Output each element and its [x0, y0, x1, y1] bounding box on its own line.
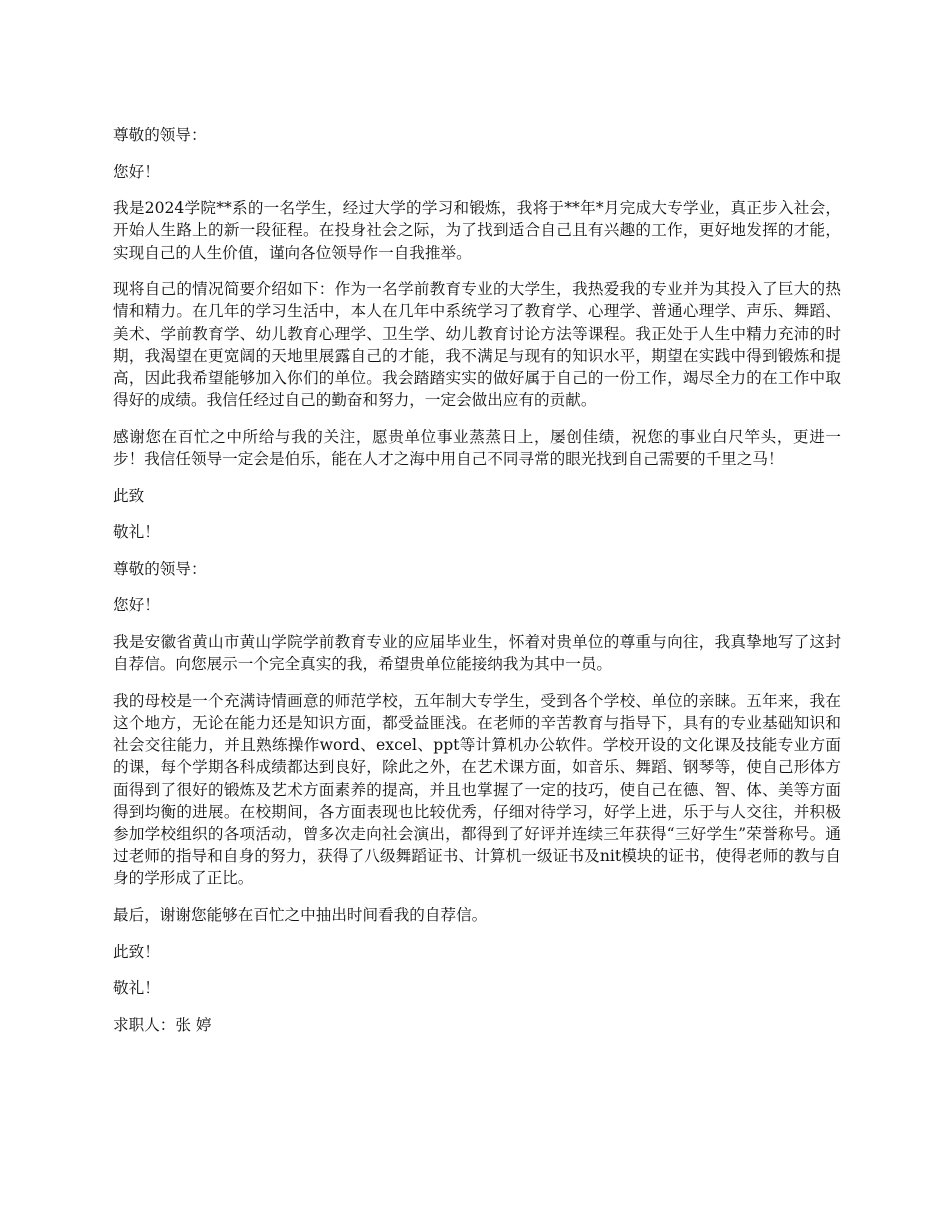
closing-line: 敬礼！ [113, 523, 160, 542]
paragraph: 我是安徽省黄山市黄山学院学前教育专业的应届毕业生，怀着对贵单位的尊重与向往，我真挚地写了这封自荐信。向您展示一个完全真实的我，希望贵单位能接纳我为其中一员。 [113, 632, 841, 674]
letter-1 [113, 124, 841, 543]
closing-line: 此致 [113, 486, 145, 505]
signature: 求职人：张 婷 [113, 1015, 212, 1034]
salutation: 尊敬的领导： [113, 559, 207, 578]
letter-2 [113, 558, 841, 1036]
closing-line: 此致！ [113, 942, 160, 961]
greeting: 您好！ [113, 596, 160, 615]
paragraph: 现将自己的情况简要介绍如下：作为一名学前教育专业的大学生，我热爱我的专业并为其投入了巨大的热情和精力。在几年的学习生活中，本人在几年中系统学习了教育学、心理学、普通心理学、声乐、舞蹈、美术、学前教育学、幼儿教育心理学、卫生学、幼儿教育讨论方法等课程。我正处于人生中精力充沛的时期，我渴望在更宽阔的天地里展露自己的才能，我不满足与现有的知识水平，期望在实践中得到锻炼和提高，因此我希望能够加入你们的单位。我会踏踏实实的做好属于自己的一份工作，竭尽全力的在工作中取得好的成绩。我信任经过自己的勤奋和努力，一定会做出应有的贡献。 [113, 280, 841, 410]
paragraph: 最后，谢谢您能够在百忙之中抽出时间看我的自荐信。 [113, 905, 488, 924]
salutation: 尊敬的领导： [113, 126, 207, 144]
closing-line: 敬礼！ [113, 979, 160, 998]
paragraph: 感谢您在百忙之中所给与我的关注，愿贵单位事业蒸蒸日上，屡创佳绩，祝您的事业白尺竿头，更进一步！我信任领导一定会是伯乐，能在人才之海中用自己不同寻常的眼光找到自己需要的千里之马！ [113, 427, 841, 468]
document-body [113, 124, 841, 1050]
paragraph: 我的母校是一个充满诗情画意的师范学校，五年制大专学生，受到各个学校、单位的亲睐。五年来，我在这个地方，无论在能力还是知识方面，都受益匪浅。在老师的辛苦教育与指导下，具有的专业基础知识和社会交往能力，并且熟练操作word、excel、ppt等计算机办公软件。学校开设的文化课及技能专业方面的课，每个学期各科成绩都达到良好，除此之外，在艺术课方面，如音乐、舞蹈、钢琴等，使自己形体方面得到了很好的锻炼及艺术方面素养的提高，并且也掌握了一定的技巧，使自己在德、智、体、美等方面得到均衡的进展。在校期间，各方面表现也比较优秀，仔细对待学习，好学上进，乐于与人交往，并积极参加学校组织的各项活动，曾多次走向社会演出，都得到了好评并连续三年获得“三好学生”荣誉称号。通过老师的指导和自身的努力，获得了八级舞蹈证书、计算机一级证书及nit模块的证书，使得老师的教与自身的学形成了正比。 [113, 691, 841, 888]
paragraph: 我是2024学院**系的一名学生，经过大学的学习和锻炼，我将于**年*月完成大专学业，真正步入社会，开始人生路上的新一段征程。在投身社会之际，为了找到适合自己且有兴趣的工作，更好地发挥的才能，实现自己的人生价值，谨向各位领导作一自我推举。 [113, 199, 841, 262]
greeting: 您好！ [113, 162, 160, 181]
